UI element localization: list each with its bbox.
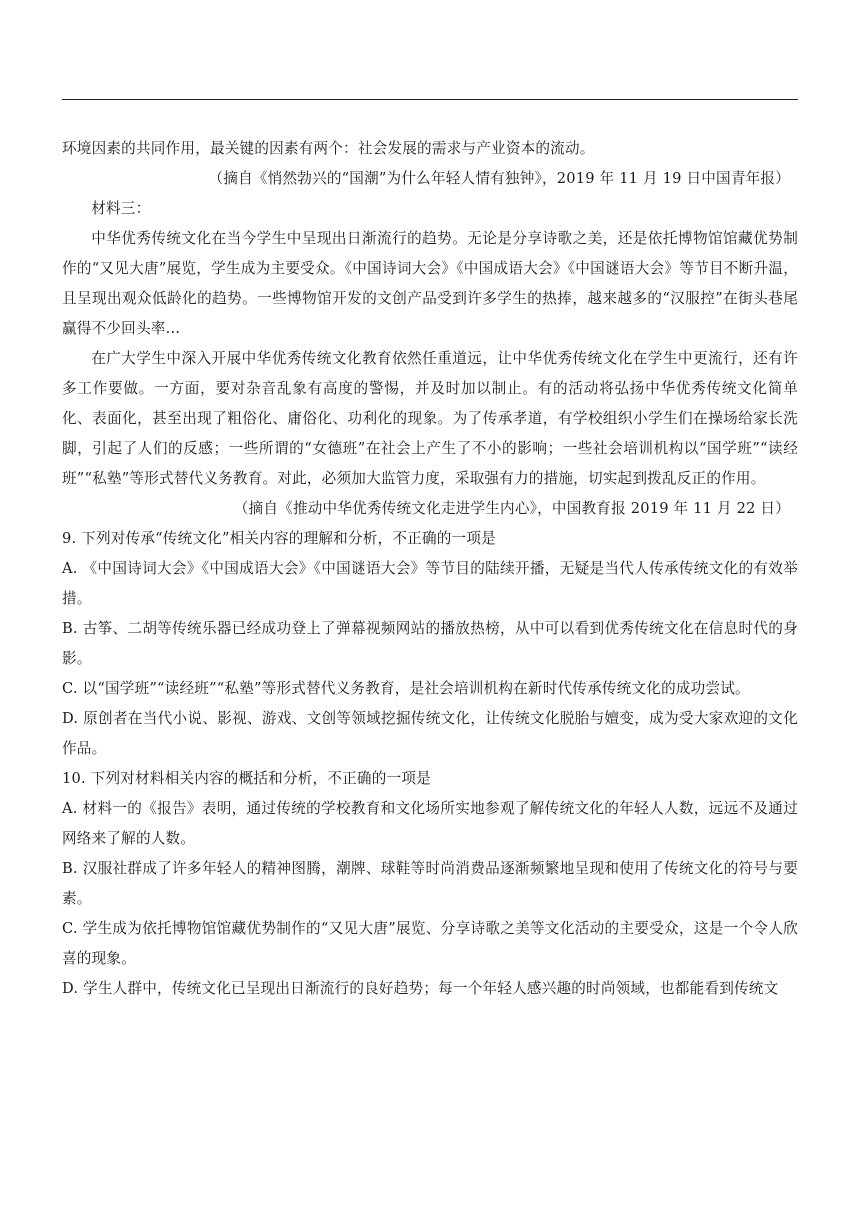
- option-b: B. 汉服社群成了许多年轻人的精神图腾，潮牌、球鞋等时尚消费品逐渐频繁地呈现和使用了传统文化的符号与要素。: [62, 860, 798, 907]
- source-citation: （摘自《推动中华优秀传统文化走进学生内心》，中国教育报 2019 年 11 月 22 日）: [233, 500, 790, 517]
- option-c: C. 学生成为依托博物馆馆藏优势制作的“又见大唐”展览、分享诗歌之美等文化活动的主要受众，这是一个令人欣喜的现象。: [62, 920, 798, 967]
- source-citation: （摘自《悄然勃兴的“国潮”为什么年轻人情有独钟》，2019 年 11 月 19 日中国青年报）: [208, 170, 790, 187]
- option-d: D. 学生人群中，传统文化已呈现出日渐流行的良好趋势；每一个年轻人感兴趣的时尚领域，也都能看到传统文: [62, 980, 779, 997]
- question-10: [62, 764, 798, 1004]
- document-body: [62, 134, 798, 1004]
- question-9: [62, 524, 798, 764]
- option-a: A. 材料一的《报告》表明，通过传统的学校教育和文化场所实地参观了解传统文化的年轻人人数，远远不及通过网络来了解的人数。: [62, 800, 798, 847]
- header-rule: [62, 99, 798, 100]
- option-a: A. 《中国诗词大会》《中国成语大会》《中国谜语大会》等节目的陆续开播，无疑是当代人传承传统文化的有效举措。: [62, 560, 798, 607]
- question-stem: 9. 下列对传承“传统文化”相关内容的理解和分析，不正确的一项是: [62, 530, 496, 547]
- option-b: B. 古筝、二胡等传统乐器已经成功登上了弹幕视频网站的播放热榜，从中可以看到优秀传统文化在信息时代的身影。: [62, 620, 798, 667]
- paragraph: 环境因素的共同作用，最关键的因素有两个：社会发展的需求与产业资本的流动。: [62, 140, 595, 157]
- question-stem: 10. 下列对材料相关内容的概括和分析，不正确的一项是: [62, 770, 431, 787]
- paragraph: 中华优秀传统文化在当今学生中呈现出日渐流行的趋势。无论是分享诗歌之美，还是依托博物馆馆藏优势制作的“又见大唐”展览，学生成为主要受众。《中国诗词大会》《中国成语大会》《中国谜语大会》等节目不断升温，且呈现出观众低龄化的趋势。一些博物馆开发的文创产品受到许多学生的热捧，越来越多的“汉服控”在街头巷尾赢得不少回头率…: [62, 230, 798, 337]
- paragraph: 在广大学生中深入开展中华优秀传统文化教育依然任重道远，让中华优秀传统文化在学生中更流行，还有许多工作要做。一方面，要对杂音乱象有高度的警惕，并及时加以制止。有的活动将弘扬中华优秀传统文化简单化、表面化，甚至出现了粗俗化、庸俗化、功利化的现象。为了传承孝道，有学校组织小学生们在操场给家长洗脚，引起了人们的反感；一些所谓的“女德班”在社会上产生了不小的影响；一些社会培训机构以“国学班”“读经班”“私塾”等形式替代义务教育。对此，必须加大监管力度，采取强有力的措施，切实起到拨乱反正的作用。: [62, 350, 798, 487]
- material-heading: 材料三：: [91, 200, 151, 217]
- option-d: D. 原创者在当代小说、影视、游戏、文创等领域挖掘传统文化，让传统文化脱胎与嬗变，成为受大家欢迎的文化作品。: [62, 710, 798, 757]
- option-c: C. 以“国学班”“读经班”“私塾”等形式替代义务教育，是社会培训机构在新时代传承传统文化的成功尝试。: [62, 680, 750, 697]
